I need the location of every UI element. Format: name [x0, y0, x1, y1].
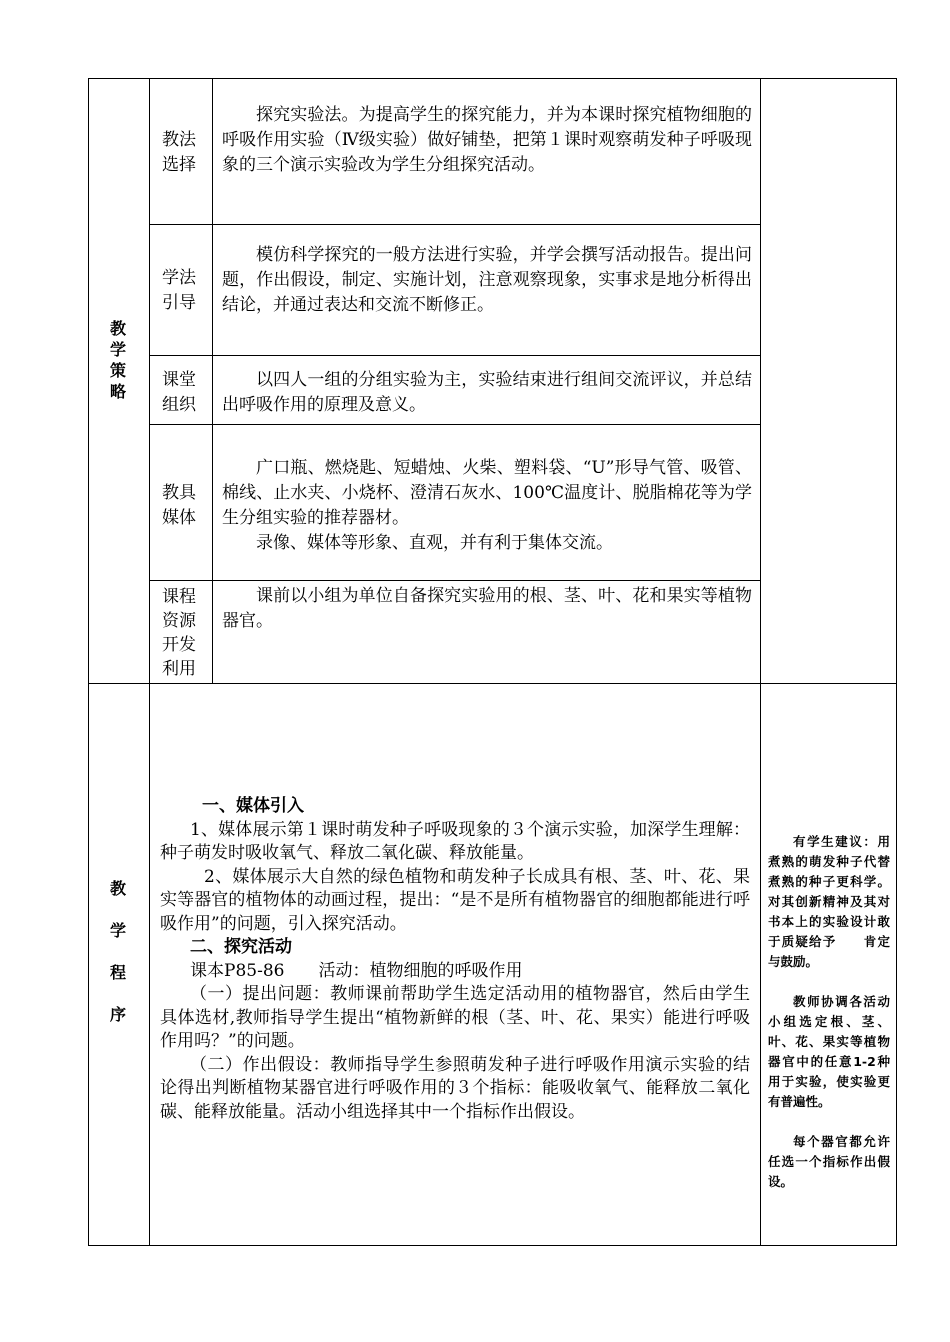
row-content-curriculum-resources: 课前以小组为单位自备探究实验用的根、茎、叶、花和果实等植物器官。: [222, 586, 752, 631]
row-label-classroom-organization: 课堂组织: [162, 370, 196, 415]
row-divider: [149, 355, 761, 356]
column-divider-1: [149, 78, 150, 1246]
row-content-classroom-organization: 以四人一组的分组实验为主，实验结束进行组间交流评议，并总结出呼吸作用的原理及意义。: [222, 370, 752, 415]
section-divider: [88, 683, 897, 684]
table-border-top: [88, 78, 897, 79]
row-content-teaching-method: 探究实验法。为提高学生的探究能力，并为本课时探究植物细胞的呼吸作用实验（Ⅳ级实验）做好铺垫，把第１课时观察萌发种子呼吸现象的三个演示实验改为学生分组探究活动。: [222, 105, 752, 175]
row-divider: [149, 580, 761, 581]
row-divider: [149, 424, 761, 425]
column-divider-2: [212, 78, 213, 684]
paragraph: （二）作出假设：教师指导学生参照萌发种子进行呼吸作用演示实验的结论得出判断植物某器官进行呼吸作用的３个指标：能吸收氧气、能释放二氧化碳、能释放能量。活动小组选择其中一个指标作出假设。: [160, 1054, 750, 1122]
side-notes: [768, 832, 890, 1212]
side-note: 教师协调各活动小组选定根、茎、叶、花、果实等植物器官中的任意1-2种用于实验，使实验更有普遍性。: [768, 994, 890, 1109]
table-border-left: [88, 78, 89, 1246]
paragraph: 课本P85-86 活动：植物细胞的呼吸作用: [190, 960, 523, 981]
procedure-content: [160, 795, 750, 1124]
heading-media-intro: 一、媒体引入: [202, 796, 304, 816]
table-border-right: [896, 78, 897, 1246]
row-label-teaching-method: 教法选择: [162, 130, 196, 175]
section-label-procedure: 教学程序: [109, 879, 126, 1024]
paragraph: 2、媒体展示大自然的绿色植物和萌发种子长成具有根、茎、叶、花、果实等器官的植物体的动画过程，提出：“是不是所有植物器官的细胞都能进行呼吸作用”的问题，引入探究活动。: [160, 866, 750, 934]
row-divider: [149, 224, 761, 225]
side-note: 有学生建议：用煮熟的萌发种子代替煮熟的种子更科学。对其创新精神及其对书本上的实验设计敢于质疑给予 肯定与鼓励。: [768, 834, 890, 969]
side-note: 每个器官都允许任选一个指标作出假设。: [768, 1134, 890, 1189]
row-label-curriculum-resources: 课程资源开发利用: [162, 587, 196, 679]
row-content-teaching-aids: 广口瓶、燃烧匙、短蜡烛、火柴、塑料袋、“U”形导气管、吸管、棉线、止水夹、小烧杯、澄清石灰水、100℃温度计、脱脂棉花等为学生分组实验的推荐器材。 录像、媒体等形象、直观，并有利于集体交流。: [222, 458, 752, 553]
heading-inquiry-activity: 二、探究活动: [190, 937, 292, 957]
paragraph: （一）提出问题：教师课前帮助学生选定活动用的植物器官，然后由学生具体选材,教师指导学生提出“植物新鲜的根（茎、叶、花、果实）能进行呼吸作用吗？”的问题。: [160, 984, 750, 1051]
row-label-teaching-aids: 教具媒体: [162, 483, 196, 528]
table-border-bottom: [88, 1245, 897, 1246]
section-label-strategy: 教学策略: [109, 319, 126, 401]
column-divider-3: [760, 78, 761, 1246]
row-content-learning-guidance: 模仿科学探究的一般方法进行实验，并学会撰写活动报告。提出问题，作出假设，制定、实施计划，注意观察现象，实事求是地分析得出结论，并通过表达和交流不断修正。: [222, 245, 752, 315]
row-label-learning-guidance: 学法引导: [162, 268, 196, 313]
paragraph: 1、媒体展示第１课时萌发种子呼吸现象的３个演示实验，加深学生理解：种子萌发时吸收氧气、释放二氧化碳、释放能量。: [160, 819, 750, 863]
